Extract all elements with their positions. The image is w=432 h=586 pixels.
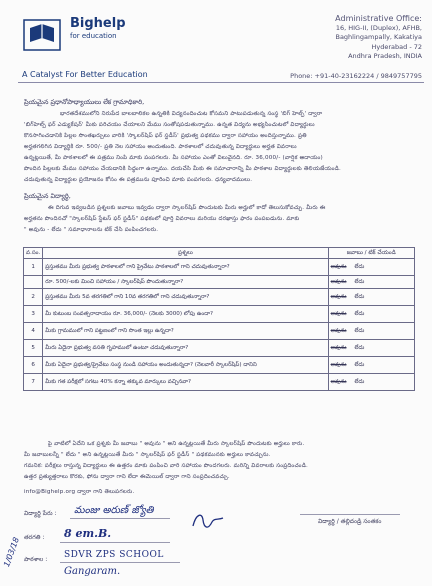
salutation-student: ప్రియమైన విద్యార్థి, (24, 192, 71, 200)
student-name-value: మంజు అరుణ్ జ్యోతి (74, 505, 154, 516)
email-line: info@Bighelp.org ద్వారా గాని తెలుపగలరు. (24, 489, 135, 495)
paragraph-line: 'బిగ్‌హెల్ప్ ఫర్ ఎడ్యుకేషన్' మీకు పరిచయం చేయాలని మేము సంతోషపడుతున్నాము. ఉన్నత విద్యను అభ్యసించుటలో విద్యార్థులు (24, 122, 315, 128)
address-title: Administrative Office: (335, 14, 422, 23)
footer-line: ఉత్తర ప్రత్యుత్తరాలు కొరకు, ఫోను ద్వారా గాని లేదా ఈమెయిల్ ద్వారా గాని సంప్రదించవచ్చు. (24, 474, 230, 480)
paragraph-line: అర్హతను పొందినచో "స్కాలర్‌షిప్ స్టేటస్ ఫర్ స్టడీస్" పథకంలో పూర్తి వివరాలు మరియు దరఖాస్తు ఫారం పంపబడును. మాకు (24, 216, 300, 222)
answer-cell (328, 259, 414, 276)
class-value: 8 em.B. (64, 527, 112, 540)
table-row (24, 374, 415, 391)
phone-line: Phone: +91-40-23162224 / 9849757795 (290, 72, 422, 80)
question-text: మీకు గత పరీక్షలో సగటు 40% కన్నా తక్కువ మార్కులు వచ్చినవా? (43, 374, 328, 391)
answer-yes: అవును (330, 362, 347, 368)
table-row (24, 289, 415, 306)
answer-yes: అవును (330, 379, 347, 385)
tagline: A Catalyst For Better Education (22, 70, 148, 79)
paragraph-line: చదువుతున్న విద్యార్థుల ప్రయోజనం కోసం ఈ పత్రమును పూరించి మాకు పంపగలరు. ధన్యవాదములు. (24, 177, 253, 183)
signature-label: విద్యార్థి / తల్లిదండ్రి సంతకం (318, 518, 382, 525)
name-underline (70, 518, 170, 519)
answer-no: లేదు (354, 264, 365, 270)
paragraph-line: ఈ దిగువ ఇవ్వబడిన ప్రశ్నలకు జవాబు ఇవ్వడం ద్వారా స్కాలర్‌షిప్ పొందుటకు మీరు అర్హులో కాదో తెలుసుకోవచ్చు. మీరు ఈ (48, 205, 326, 211)
bighelp-logo-icon (22, 18, 62, 52)
table-row (24, 306, 415, 323)
table-row (24, 259, 415, 276)
signature-icon (190, 508, 226, 534)
question-text: మీరు ఏదైనా ప్రభుత్వ వసతి గృహములో ఉంటూ చదువుతున్నారా? (43, 340, 328, 357)
row-number: 1 (24, 259, 43, 276)
footer-line: గమనిక: పరీక్షలు రాస్తున్న విద్యార్థులు ఈ ఉత్తరం మాకు పంపించి వారి సహాయం పొందగలరు. మరిన్ని వివరాలకు సంప్రదించండి. (24, 463, 309, 469)
salutation-headmaster: ప్రియమైన ప్రధానోపాధ్యాయులు లేక గ్రామాధికారి, (24, 98, 145, 106)
margin-date-note: 1/03/18 (2, 536, 22, 569)
row-number: 5 (24, 340, 43, 357)
answer-cell (328, 323, 414, 340)
school-underline (60, 562, 180, 563)
paragraph-line: పొందిన పిల్లలకు మేము సహాయం చేయడానికి సిద్ధంగా ఉన్నాము. దయచేసి మీకు ఈ సమాచారాన్ని మీ పాఠశాల విద్యార్థులకు తెలియజేయండి. (24, 166, 341, 172)
table-row (24, 323, 415, 340)
paragraph-line: " అవును - లేదు " సమాధానాలను టిక్ చేసి పంపించగలరు. (24, 227, 159, 233)
class-label: తరగతి : (24, 534, 45, 541)
table-header-row (24, 248, 415, 259)
answer-cell (328, 276, 414, 289)
brand-name: Bighelp (70, 16, 126, 31)
row-number (24, 276, 43, 289)
row-number: 7 (24, 374, 43, 391)
row-number: 3 (24, 306, 43, 323)
answer-no: లేదు (354, 311, 365, 317)
school-value-line2: Gangaram. (64, 566, 121, 577)
brand-sub: for education (70, 32, 117, 40)
paragraph-line: భారతదేశములోని నిరుపేద బాలబాలికల ఉన్నతికి విద్యనందించుట కోసమని పాటుపడుతున్న సంస్థ 'బిగ్ హెల్ప్' ద్వారా (60, 111, 323, 117)
column-header: ప్రశ్నలు (43, 248, 328, 259)
column-header: జవాబు / టిక్ చేయండి (328, 248, 414, 259)
row-number: 2 (24, 289, 43, 306)
question-text: ప్రస్తుతము మీరు ప్రభుత్వ పాఠశాలలో గాని ప్రైవేటు పాఠశాలలో గాని చదువుతున్నారా? (43, 259, 328, 276)
table-row (24, 276, 415, 289)
school-label: పాఠశాల : (24, 556, 48, 563)
signature-underline (300, 514, 400, 515)
footer-line: పై వాటిలో ఏదేని ఒక ప్రశ్నకు మీ జవాబు " అవును " అని ఉన్నట్లయితే మీరు స్కాలర్‌షిప్ పొందుటకు అర్హులు కారు. (48, 441, 305, 447)
answer-yes: అవును (330, 294, 347, 300)
answer-cell (328, 340, 414, 357)
row-number: 6 (24, 357, 43, 374)
paragraph-line: ఉన్నట్లయితే, మీ పాఠశాలలో ఈ పత్రము నింపి మాకు పంపగలరు. మీ సహాయం ఎంతో విలువైనది. రూ. 36,000/- (వార్షిక ఆదాయం) (24, 155, 323, 161)
answer-no: లేదు (354, 379, 365, 385)
address-line: Hyderabad - 72 (371, 42, 422, 51)
column-header: వ.సం. (24, 248, 43, 259)
row-number: 4 (24, 323, 43, 340)
answer-yes: అవును (330, 311, 347, 317)
answer-yes: అవును (330, 345, 347, 351)
address-block (272, 14, 422, 80)
answer-cell (328, 306, 414, 323)
address-line: Baghlingampally, Kakatiya (335, 33, 422, 41)
paragraph-line: కొనసాగించడానికి పిల్లల సొంతఖర్చులు వారికి 'స్కాలర్‌షిప్ ఫర్ స్టడీస్' ప్రభుత్వ పథకము ద్వారా సహాయం అందిస్తున్నాము. ప్రతి (24, 133, 307, 139)
header-divider (18, 82, 424, 83)
table-row (24, 357, 415, 374)
question-text: మీకు ఏదైనా ప్రభుత్వ/ప్రైవేటు సంస్థ నుండి సహాయం అందుతున్నదా? (నెలవారీ స్కాలర్‌షిప్) దానిని (43, 357, 328, 374)
answer-no: లేదు (354, 294, 365, 300)
answer-yes: అవును (330, 328, 347, 334)
question-text: ప్రస్తుతము మీరు 5వ తరగతిలో గాని 10వ తరగతిలో గాని చదువుతున్నారా? (43, 289, 328, 306)
answer-cell (328, 374, 414, 391)
question-text: మీకు గ్రామములో గాని పట్టణంలో గాని సొంత ఇల్లు ఉన్నదా? (43, 323, 328, 340)
answer-no: లేదు (354, 345, 365, 351)
footer-line: మీ జవాబులన్నీ " లేదు " అని ఉన్నట్లయితే మీరు " స్కాలర్‌షిప్ ఫర్ స్టడీస్ " పథకమునకు అర్హులు కావచ్చును. (24, 452, 271, 458)
eligibility-table (23, 247, 415, 391)
class-underline (60, 542, 170, 543)
answer-no: లేదు (354, 279, 365, 285)
address-line: Andhra Pradesh, INDIA (348, 52, 422, 60)
address-line: 16, HIG-II, (Duplex), AFHB, (335, 23, 422, 32)
school-value: SDVR ZPS SCHOOL (64, 550, 164, 560)
answer-no: లేదు (354, 328, 365, 334)
student-name-label: విద్యార్థి పేరు : (24, 510, 57, 517)
question-text: రూ. 500/-లకు మించి సహాయం / స్కాలర్‌షిప్ పొందుతున్నారా? (43, 276, 328, 289)
table-row (24, 340, 415, 357)
paragraph-line: అర్హతగలిగిన విద్యార్థికి రూ. 500/- ప్రతి నెల సహాయం అందుతుంది. పాఠశాలలో చదువుతున్న విద్యార్థులు అర్హత వివరాలు (24, 144, 297, 150)
answer-yes: అవును (330, 279, 347, 285)
question-text: మీ కుటుంబ సంవత్సరాదాయం రూ. 36,000/- (నెలకు 3000) లోపు ఉందా? (43, 306, 328, 323)
answer-cell (328, 357, 414, 374)
answer-no: లేదు (354, 362, 365, 368)
answer-yes: అవును (330, 264, 347, 270)
answer-cell (328, 289, 414, 306)
